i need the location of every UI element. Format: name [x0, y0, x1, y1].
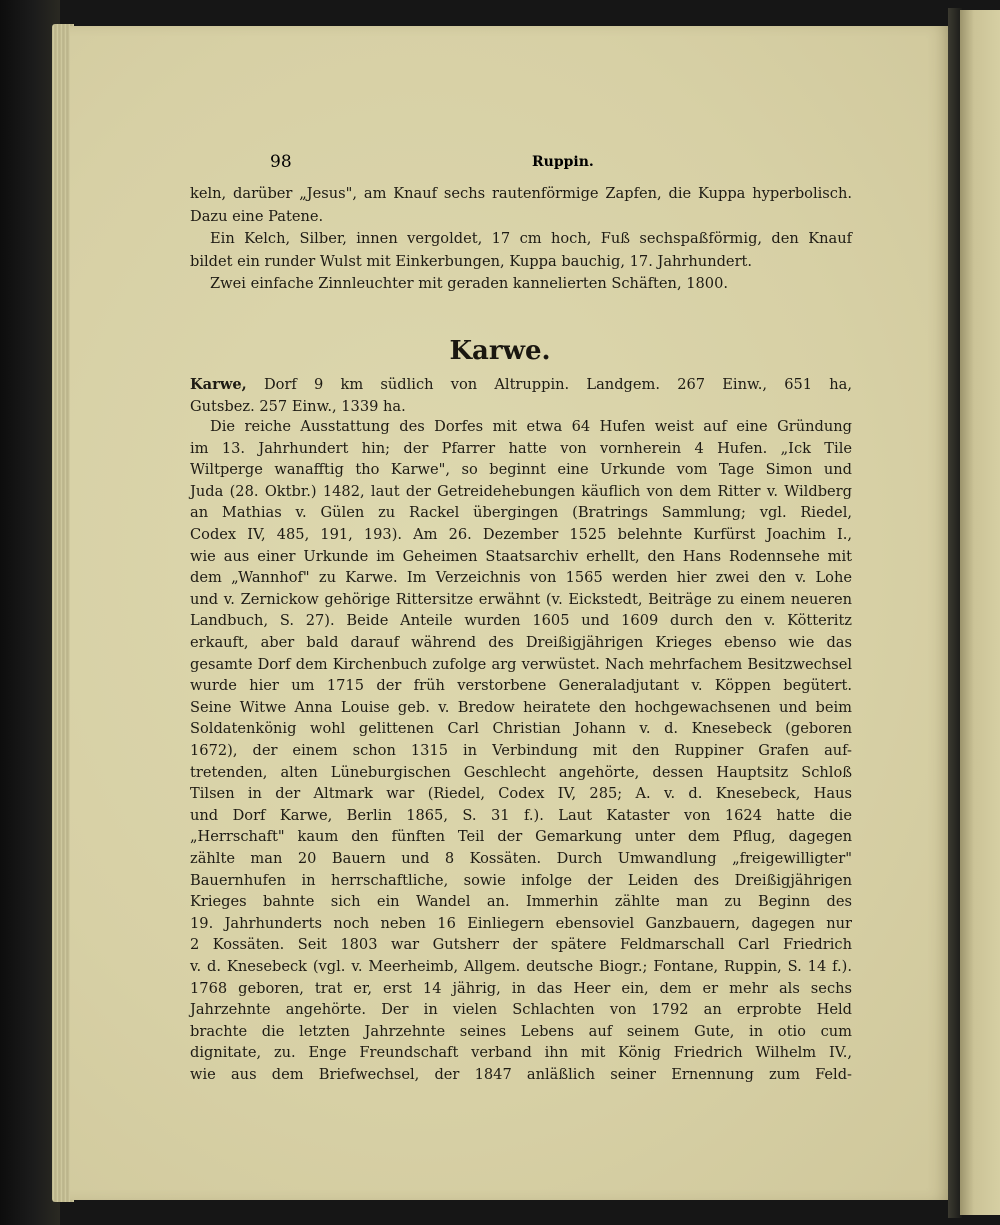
text-line: Landbuch, S. 27). Beide Anteile wurden 1605 und 1609 durch den v. Kötteritz	[190, 612, 852, 630]
section-title: Karwe.	[449, 336, 551, 366]
text-line: Soldatenkönig wohl gelittenen Carl Christian Johann v. d. Knesebeck (geboren	[190, 720, 852, 738]
text-line: Zwei einfache Zinnleuchter mit geraden kannelierten Schäften, 1800.	[210, 275, 728, 292]
text-line: „Herrschaft" kaum den fünften Teil der Gemarkung unter dem Pflug, dagegen	[190, 828, 852, 846]
text-line: Wiltperge wanafftig tho Karwe", so beginnt eine Urkunde vom Tage Simon und	[190, 461, 852, 479]
text-line: Ein Kelch, Silber, innen vergoldet, 17 cm hoch, Fuß sechspaßförmig, den Knauf	[210, 230, 852, 247]
text-line: keln, darüber „Jesus", am Knauf sechs rautenförmige Zapfen, die Kuppa hyperbolisch.	[190, 185, 852, 202]
text-line: an Mathias v. Gülen zu Rackel übergingen (Bratrings Sammlung; vgl. Riedel,	[190, 504, 852, 522]
lead-line-1	[190, 374, 852, 396]
facing-page-edge	[960, 10, 1000, 1215]
text-line: brachte die letzten Jahrzehnte seines Lebens auf seinem Gute, in otio cum	[190, 1022, 852, 1040]
text-line: 19. Jahrhunderts noch neben 16 Einliegern ebensoviel Ganzbauern, dagegen nur	[190, 914, 852, 932]
text-line: dem „Wannhof" zu Karwe. Im Verzeichnis von 1565 werden hier zwei den v. Lohe	[190, 569, 852, 587]
text-line: Seine Witwe Anna Louise geb. v. Bredow heiratete den hochgewachsenen und beim	[190, 698, 852, 716]
text-line: Juda (28. Oktbr.) 1482, laut der Getreidehebungen käuflich von dem Ritter v. Wildberg	[190, 482, 852, 500]
text-line: Dazu eine Patene.	[190, 207, 324, 225]
text-line: Codex IV, 485, 191, 193). Am 26. Dezember 1525 belehnte Kurfürst Joachim I.,	[190, 526, 852, 543]
text-line: zählte man 20 Bauern und 8 Kossäten. Durch Umwandlung „freigewilligter"	[190, 850, 852, 867]
text-line: wie aus einer Urkunde im Geheimen Staatsarchiv erhellt, den Hans Rodennsehe mit	[190, 547, 852, 565]
text-line: wurde hier um 1715 der früh verstorbene Generaladjutant v. Köppen begütert.	[190, 677, 852, 695]
text-line: und v. Zernickow gehörige Rittersitze erwähnt (v. Eickstedt, Beiträge zu einem neueren	[190, 590, 852, 608]
running-head: Ruppin.	[532, 154, 594, 170]
text-line: und Dorf Karwe, Berlin 1865, S. 31 f.). Laut Kataster von 1624 hatte die	[190, 806, 852, 824]
text-line: Krieges bahnte sich ein Wandel an. Immerhin zählte man zu Beginn des	[190, 893, 852, 911]
text-line: gesamte Dorf dem Kirchenbuch zufolge arg verwüstet. Nach mehrfachem Besitzwechsel	[190, 655, 852, 673]
text-line: Bauernhufen in herrschaftliche, sowie infolge der Leiden des Dreißigjährigen	[190, 871, 852, 889]
page-number: 98	[270, 152, 292, 172]
text-line: Tilsen in der Altmark war (Riedel, Codex IV, 285; A. v. d. Knesebeck, Haus	[190, 785, 852, 803]
lead-line-2: Gutsbez. 257 Einw., 1339 ha.	[190, 398, 406, 415]
text-line: 1672), der einem schon 1315 in Verbindung mit den Ruppiner Grafen auf-	[190, 742, 852, 759]
text-line: v. d. Knesebeck (vgl. v. Meerheimb, Allgem. deutsche Biogr.; Fontane, Ruppin, S. 14 f.).	[190, 958, 852, 975]
text-line: bildet ein runder Wulst mit Einkerbungen, Kuppa bauchig, 17. Jahrhundert.	[190, 252, 753, 270]
text-line: erkauft, aber bald darauf während des Dreißigjährigen Krieges ebenso wie das	[190, 634, 852, 651]
lead-name: Karwe,	[190, 376, 247, 393]
text-line: tretenden, alten Lüneburgischen Geschlecht angehörte, dessen Hauptsitz Schloß	[190, 763, 852, 781]
text-line: Jahrzehnte angehörte. Der in vielen Schlachten von 1792 an erprobte Held	[190, 1001, 852, 1019]
text-line: 2 Kossäten. Seit 1803 war Gutsherr der spätere Feldmarschall Carl Friedrich	[190, 936, 852, 954]
text-line: Die reiche Ausstattung des Dorfes mit etwa 64 Hufen weist auf eine Gründung	[210, 418, 852, 435]
text-line: 1768 geboren, trat er, erst 14 jährig, in das Heer ein, dem er mehr als sechs	[190, 979, 852, 997]
book-binding-left	[0, 0, 60, 1225]
lead-rest: Dorf 9 km südlich von Altruppin. Landgem. 267 Einw., 651 ha,	[246, 376, 852, 393]
text-line: im 13. Jahrhundert hin; der Pfarrer hatte von vornherein 4 Hufen. „Ick Tile	[190, 439, 852, 457]
text-line: wie aus dem Briefwechsel, der 1847 anläßlich seiner Ernennung zum Feld-	[190, 1066, 852, 1083]
page-header	[270, 152, 862, 174]
text-line: dignitate, zu. Enge Freundschaft verband ihn mit König Friedrich Wilhelm IV.,	[190, 1044, 852, 1062]
